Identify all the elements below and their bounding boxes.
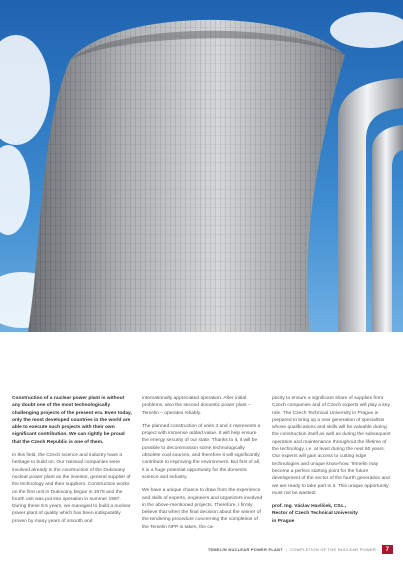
- page-number: 7: [382, 545, 393, 554]
- signature-block: [272, 503, 393, 525]
- footer-publication: TEMELÍN NUCLEAR POWER PLANT: [207, 547, 283, 552]
- paragraph: internationally appreciated operation. After initial problems, also the second domestic power plant – Temelin – operates reliably.: [142, 396, 251, 416]
- page-footer: [208, 545, 393, 554]
- column-3: [272, 395, 393, 537]
- article-body: [12, 395, 393, 537]
- tower-shell: [28, 20, 345, 332]
- column-1: [12, 395, 133, 537]
- paragraph: pacity to ensure a significant share of supplies from Czech companies and of Czech experts will play a key role. The Czech Technical University in Prague is prepared to bring up a new generation of specialists whose qualifications and skills will be valuable during the construction itself as well as during the subsequent operation and maintenance throughout the lifetime of the technology, i.e. at least during the next 60 years. Our experts will gain access to cutting edge technologies and unique know-how. Temelin may become a perfect starting point for the future development of the sector of the fourth generation and we are ready to take part in it. This unique opportunity must not be wasted!: [272, 396, 391, 496]
- footer-separator: |: [285, 547, 288, 552]
- column-2: [142, 395, 263, 537]
- paragraph: We have a unique chance to draw from the experience and skills of experts, engineers and organizers involved in the above-mentioned projects. Therefore, I firmly believe that when the final decision about the winner of the tendering procedure concerning the completion of the Temelin NPP is taken, the ca-: [142, 488, 263, 530]
- paragraph: In this field, the Czech science and industry have a heritage to build on. Our national companies were involved already in the construction of the Dukovany nuclear power plant as the investor, general supplier of the technology and their suppliers. Construction works on the first unit in Dukovany began in 1978 and the fourth unit was put into operation in summer 1987. During these 8.5 years, we managed to build a nuclear power plant of quality which has been indisputably proven by many years of smooth and: [12, 453, 131, 524]
- signature-title: Rector of Czech Technical University: [272, 511, 358, 517]
- paragraph: The planned construction of units 3 and 4 represents a project with immense added value. It will help ensure the energy security of our state. Thanks to it, it will be possible to decommission some technologically obsolete coal sources, and therefore it will significantly contribute to improving the environment. But first of all, it is a huge potential opportunity for the domestic science and industry.: [142, 423, 261, 480]
- footer-section: COMPLETION OF THE NUCLEAR POWER: [290, 547, 376, 552]
- signature-name: prof. Ing. Václav Havlíček, CSc.,: [272, 504, 346, 510]
- lead-paragraph: Construction of a nuclear power plant is without any doubt one of the most technologically challenging projects of the present era. Even today, only the most developed countries in the world are able to execute such projects with their own significant contribution. We can rightly be proud that the Czech Republic is one of them.: [12, 396, 132, 445]
- signature-city: in Prague: [272, 518, 295, 524]
